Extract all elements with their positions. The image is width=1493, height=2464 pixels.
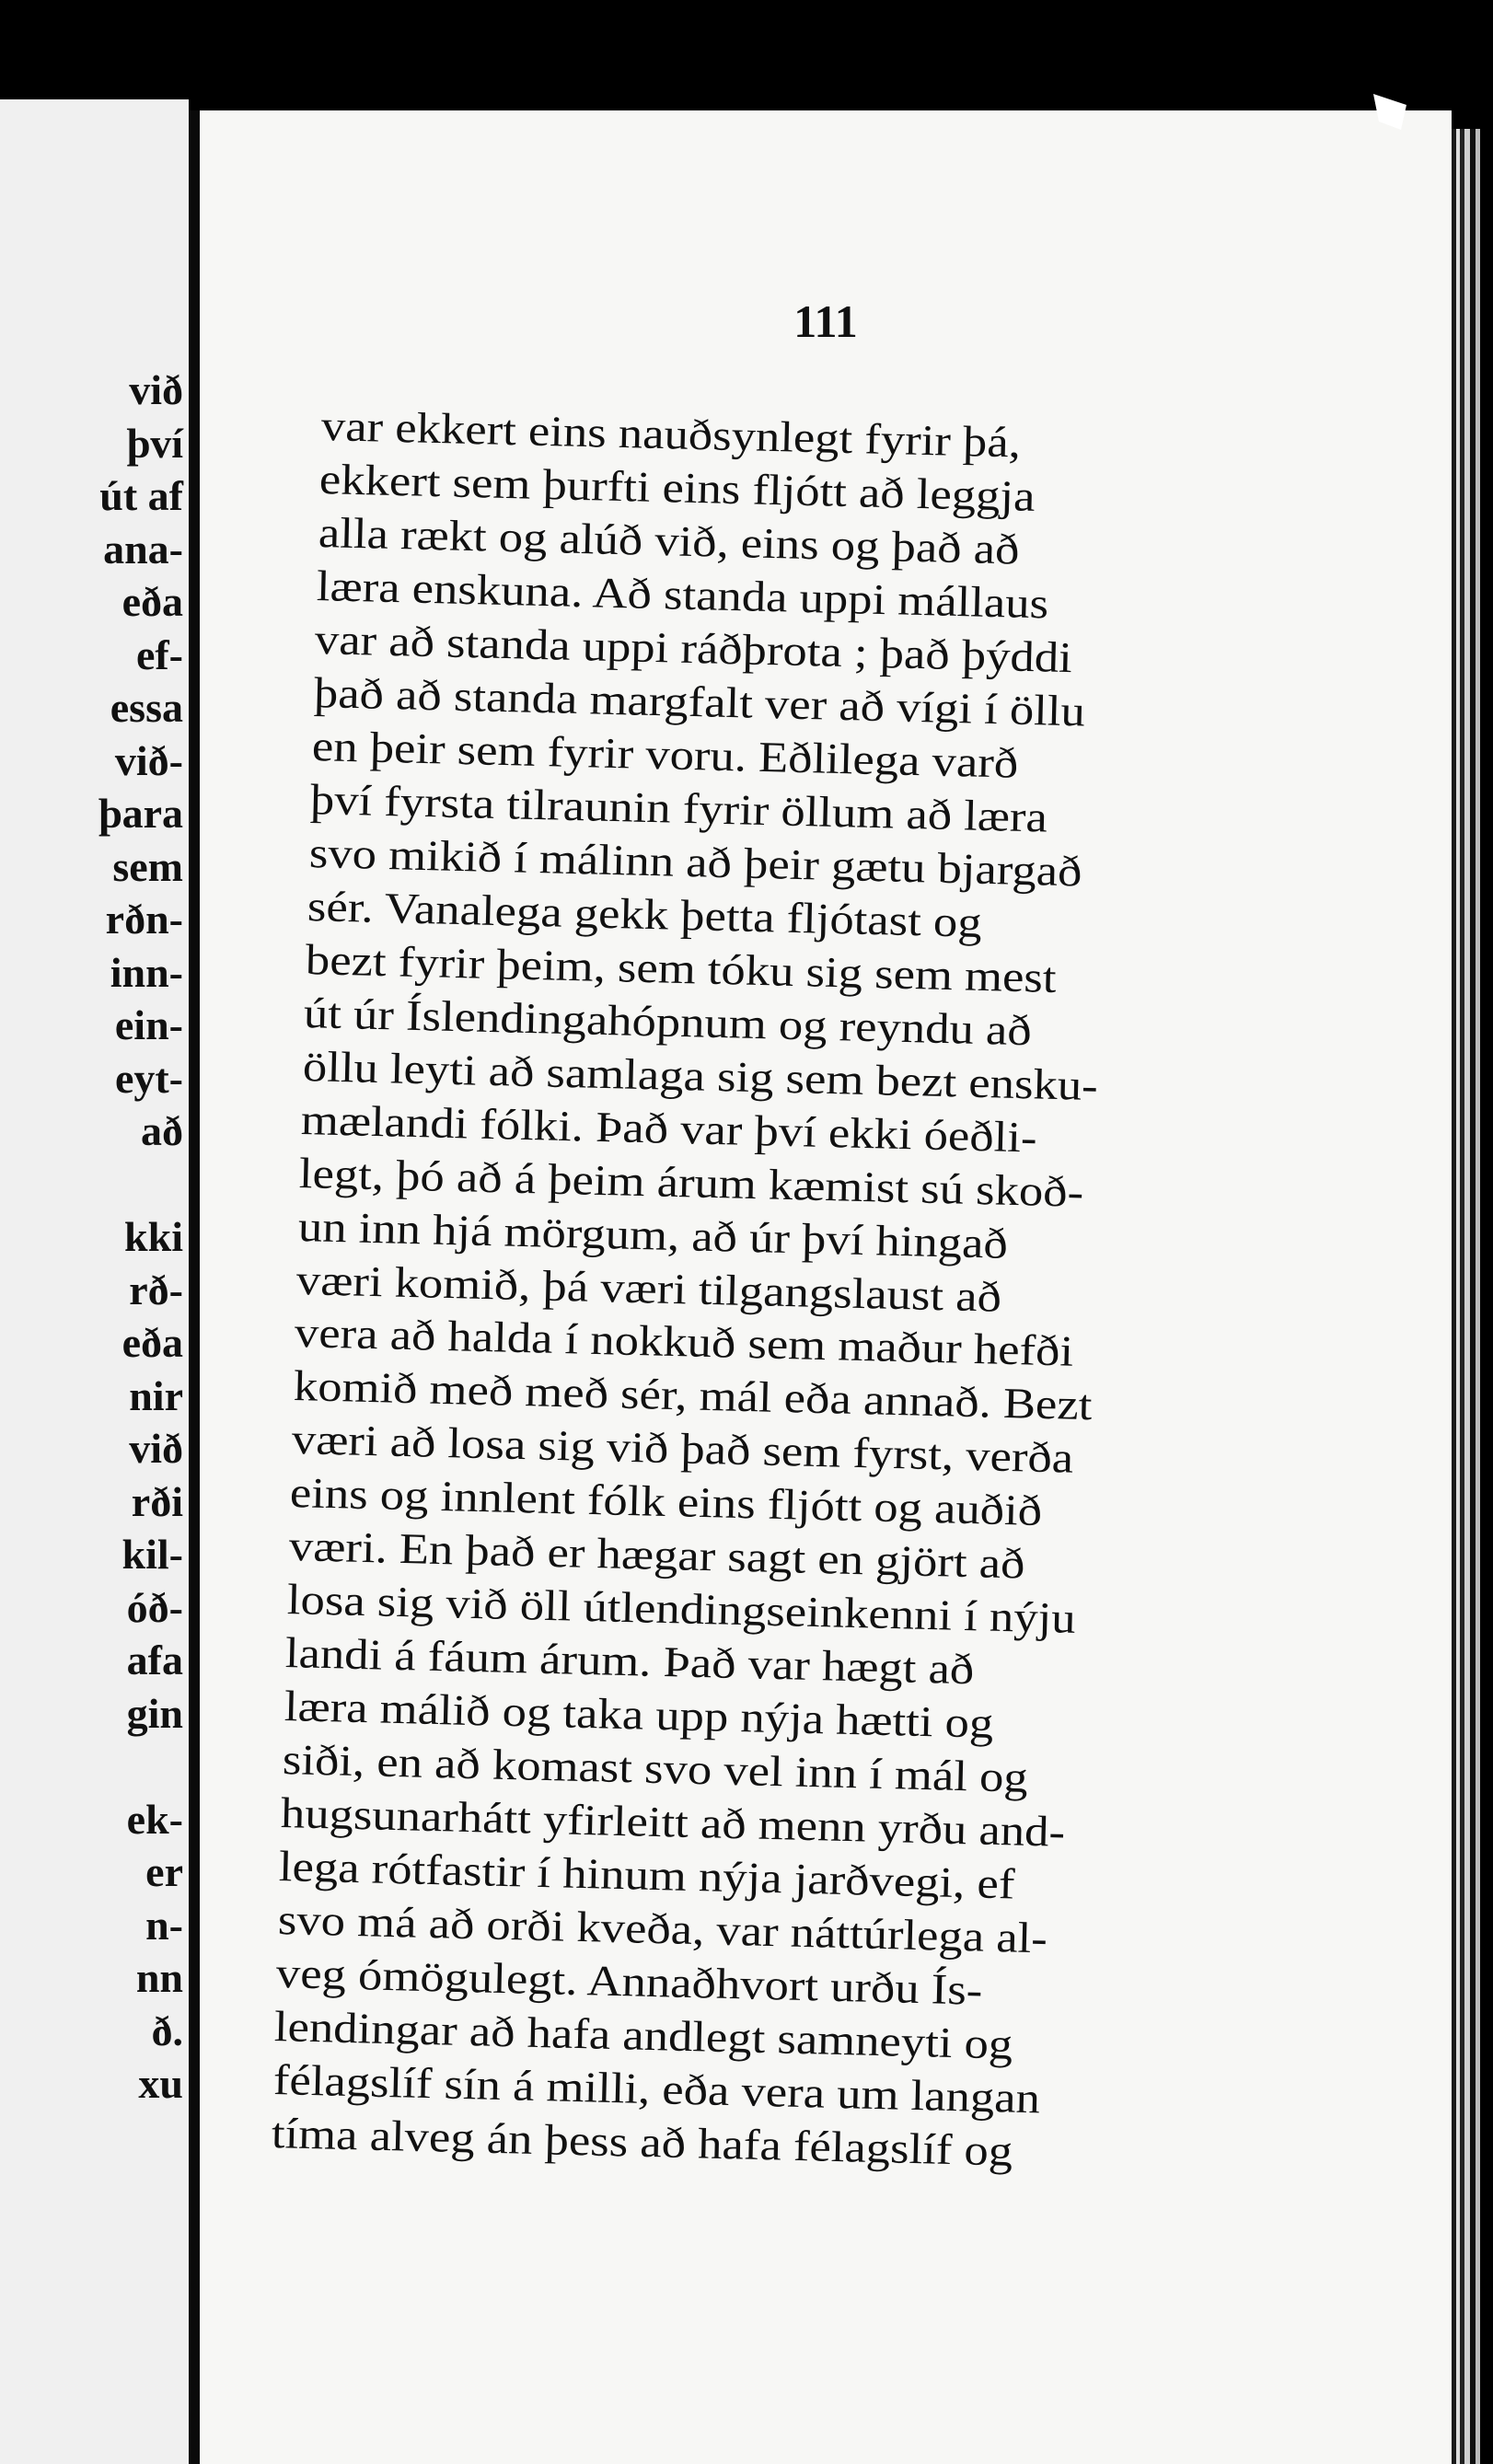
- margin-fragment: sem: [112, 842, 183, 890]
- margin-fragment: n-: [145, 1901, 183, 1949]
- margin-fragment: kki: [124, 1213, 183, 1260]
- page-number: 111: [793, 295, 858, 347]
- text-line: ekkert sem þurfti eins fljótt að leggja: [318, 455, 1036, 521]
- margin-fragment: rðn-: [105, 896, 183, 943]
- text-line: losa sig við öll útlendingseinkenni í nýju: [286, 1576, 1077, 1644]
- text-line: væri. En það er hægar sagt en gjört að: [287, 1522, 1025, 1589]
- text-line: var að standa uppi ráðþrota ; það þýddi: [314, 615, 1073, 682]
- text-line: svo mikið í málinn að þeir gætu bjargað: [307, 828, 1082, 897]
- text-line: öllu leyti að samlaga sig sem bezt ensku-: [302, 1042, 1099, 1110]
- margin-fragment: við-: [114, 736, 183, 784]
- text-line: út úr Íslendingahópnum og reyndu að: [303, 989, 1033, 1055]
- margin-fragment: ef-: [135, 630, 183, 678]
- margin-fragment: eða: [122, 578, 183, 625]
- text-line: mælandi fólki. Það var því ekki óeðli-: [300, 1095, 1038, 1163]
- text-line: lendingar að hafa andlegt samneyti og: [273, 2003, 1014, 2069]
- margin-fragment: afa: [126, 1637, 183, 1683]
- text-line: vera að halda í nokkuð sem maður hefði: [294, 1309, 1075, 1377]
- margin-fragment: við: [129, 1425, 183, 1472]
- margin-fragment: inn-: [110, 948, 183, 996]
- margin-fragment: eyt-: [114, 1054, 183, 1102]
- margin-fragment: þara: [98, 790, 183, 837]
- margin-fragment: nn: [135, 1954, 183, 2001]
- text-line: læra enskuna. Að standa uppi mállaus: [316, 561, 1049, 629]
- margin-fragment: essa: [110, 684, 183, 731]
- margin-fragment: að: [141, 1107, 183, 1154]
- text-line: væri komið, þá væri tilgangslaust að: [295, 1255, 1002, 1322]
- margin-fragment: ana-: [103, 525, 183, 573]
- text-line: landi á fáum árum. Það var hægt að: [284, 1629, 976, 1695]
- text-line: það að standa margfalt ver að vígi í öllu: [312, 668, 1086, 736]
- text-line: un inn hjá mörgum, að úr því hingað: [297, 1202, 1009, 1268]
- text-line: veg ómögulegt. Annaðhvort urðu Ís-: [275, 1949, 984, 2015]
- text-line: félagslíf sín á milli, eða vera um langan: [272, 2056, 1041, 2123]
- margin-fragment: gin: [126, 1689, 183, 1737]
- margin-fragment: rði: [131, 1477, 183, 1525]
- text-line: því fyrsta tilraunin fyrir öllum að læra: [309, 775, 1048, 842]
- text-line: lega rótfastir í hinum nýja jarðvegi, ef: [278, 1843, 1016, 1909]
- page-edges: [1452, 129, 1493, 2464]
- margin-fragment: því: [126, 419, 183, 467]
- margin-fragment: ek-: [126, 1795, 183, 1843]
- text-line: siði, en að komast svo vel inn í mál og: [282, 1736, 1029, 1803]
- margin-fragment: rð-: [129, 1266, 183, 1313]
- text-line: en þeir sem fyrir voru. Eðlilega varð: [311, 722, 1019, 788]
- text-line: bezt fyrir þeim, sem tóku sig sem mest: [305, 935, 1058, 1002]
- margin-fragment: við: [129, 366, 183, 413]
- text-line: hugsunarhátt yfirleitt að menn yrðu and-: [280, 1789, 1066, 1857]
- margin-fragment: nir: [129, 1371, 183, 1419]
- book-gutter: [189, 110, 200, 2464]
- text-line: komið með með sér, mál eða annað. Bezt: [292, 1362, 1093, 1430]
- adjacent-page-fragment: [0, 99, 189, 2464]
- margin-fragment: ð.: [151, 2007, 183, 2054]
- text-line: alla rækt og alúð við, eins og það að: [317, 508, 1020, 574]
- text-line: var ekkert eins nauðsynlegt fyrir þá,: [320, 402, 1022, 468]
- margin-fragment: xu: [138, 2060, 183, 2107]
- margin-fragment: út af: [99, 472, 183, 519]
- text-line: svo má að orði kveða, var náttúrlega al-: [277, 1896, 1048, 1963]
- margin-fragment: eða: [122, 1319, 183, 1366]
- text-line: væri að losa sig við það sem fyrst, verða: [291, 1416, 1074, 1484]
- margin-fragment: kil-: [122, 1531, 183, 1578]
- text-line: læra málið og taka upp nýja hætti og: [283, 1683, 994, 1749]
- text-line: legt, þó að á þeim árum kæmist sú skoð-: [298, 1149, 1085, 1217]
- margin-fragment: ein-: [114, 1001, 183, 1048]
- text-line: tíma alveg án þess að hafa félagslíf og: [271, 2110, 1013, 2176]
- text-line: sér. Vanalega gekk þetta fljótast og: [307, 882, 983, 947]
- book-page: [200, 110, 1452, 2464]
- margin-fragment: óð-: [126, 1583, 183, 1631]
- margin-fragment: er: [145, 1848, 183, 1895]
- text-line: eins og innlent fólk eins fljótt og auðið: [289, 1469, 1043, 1536]
